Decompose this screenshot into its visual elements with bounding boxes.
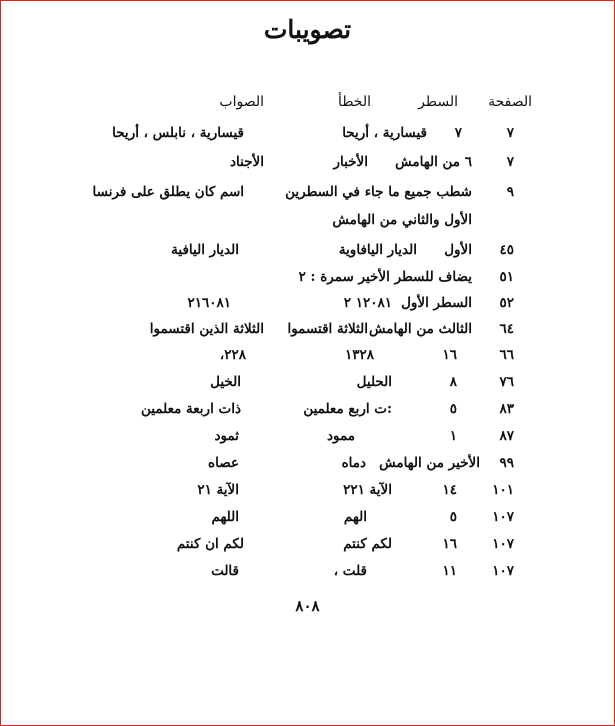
row-error: الآية ٢٢١ [343,482,392,498]
row-error: قيسارية ، أريحا [342,125,427,141]
row-correct: ثمود [214,428,239,444]
row-correct: قيسارية ، نابلس ، أريحا [112,125,244,141]
row-line: ٦ من الهامش [395,154,472,170]
row-line: ٧ [454,125,462,141]
row-page: ٥٢ [499,295,514,311]
row-correct: الأجناد [230,154,264,170]
row-page: ٨٣ [499,401,514,417]
row-page: ٩ [506,184,514,200]
row-error: دماه [341,455,366,471]
row-error: شطب جميع ما جاء في السطرين [285,184,472,200]
row-page: ١٠٧ [492,509,514,525]
row-correct: الثلاثة الذين اقتسموا [149,321,264,337]
row-line: ١٦ [442,347,457,363]
row-error: ١٢٠٨١ ٢ [343,295,392,311]
row-error: الثلاثة اقتسموا [287,321,368,337]
row-error: :ت اربع معلمين [303,401,392,417]
row-page: ٧٦ [499,374,514,390]
row-page: ٥١ [499,269,514,285]
row-line: ٥ [449,401,457,417]
row-line: ٥ [449,509,457,525]
row-correct: ٢١٦٠٨١ [187,295,231,311]
row-error: لكم كنتم [343,536,392,552]
row-page: ٦٤ [499,321,514,337]
row-page: ٤٥ [499,242,514,258]
header-error: الخطأ [338,94,371,110]
row-correct: الآية ٢١ [197,482,239,498]
row-correct: اسم كان يطلق على فرنسا [92,184,244,200]
row-correct: ٢٢٨، [219,347,246,363]
row-page: ٨٧ [499,428,514,444]
row-error: الهم [343,509,367,525]
row-line: ١٦ [442,536,457,552]
page-title: تصويبات [263,15,352,44]
row-correct: قالت [211,563,239,579]
row-page: ١٠٧ [492,536,514,552]
header-line: السطر [418,94,458,110]
row-correct: اللهم [211,509,239,525]
row-line: ٨ [449,374,457,390]
row-error-continued: الأول والثاني من الهامش [332,212,472,228]
row-correct: لكم ان كنتم [176,536,244,552]
row-line: ١ [449,428,457,444]
row-page: ٧ [506,154,514,170]
row-line: ١١ [442,563,457,579]
row-error: الأخبار [333,154,368,170]
row-page: ١٠٧ [492,563,514,579]
row-page: ٦٦ [499,347,514,363]
row-line: الثالث من الهامش [369,321,472,337]
row-correct: الخيل [210,374,241,390]
row-correct: عصاه [208,455,239,471]
row-correct: الديار اليافية [171,242,239,258]
row-error: الديار اليافاوية [338,242,417,258]
row-line: الأخير من الهامش [379,455,480,471]
row-page: ٩٩ [499,455,514,471]
row-line: السطر الأول [401,295,472,311]
row-error: الحليل [356,374,392,390]
row-error: ١٣٢٨ [344,347,374,363]
row-error: يضاف للسطر الأخير سمرة : ٢ [298,269,472,285]
page-number: ٨٠٨ [295,597,320,615]
row-page: ١٠١ [492,482,514,498]
row-correct: ذات اربعة معلمين [140,401,241,417]
row-error: قلت ، [333,563,367,579]
row-line: الأول [444,242,472,258]
row-line: ١٤ [442,482,457,498]
header-correct: الصواب [219,94,264,110]
header-page: الصفحة [488,94,532,110]
row-error: ممود [326,428,355,444]
row-page: ٧ [506,125,514,141]
